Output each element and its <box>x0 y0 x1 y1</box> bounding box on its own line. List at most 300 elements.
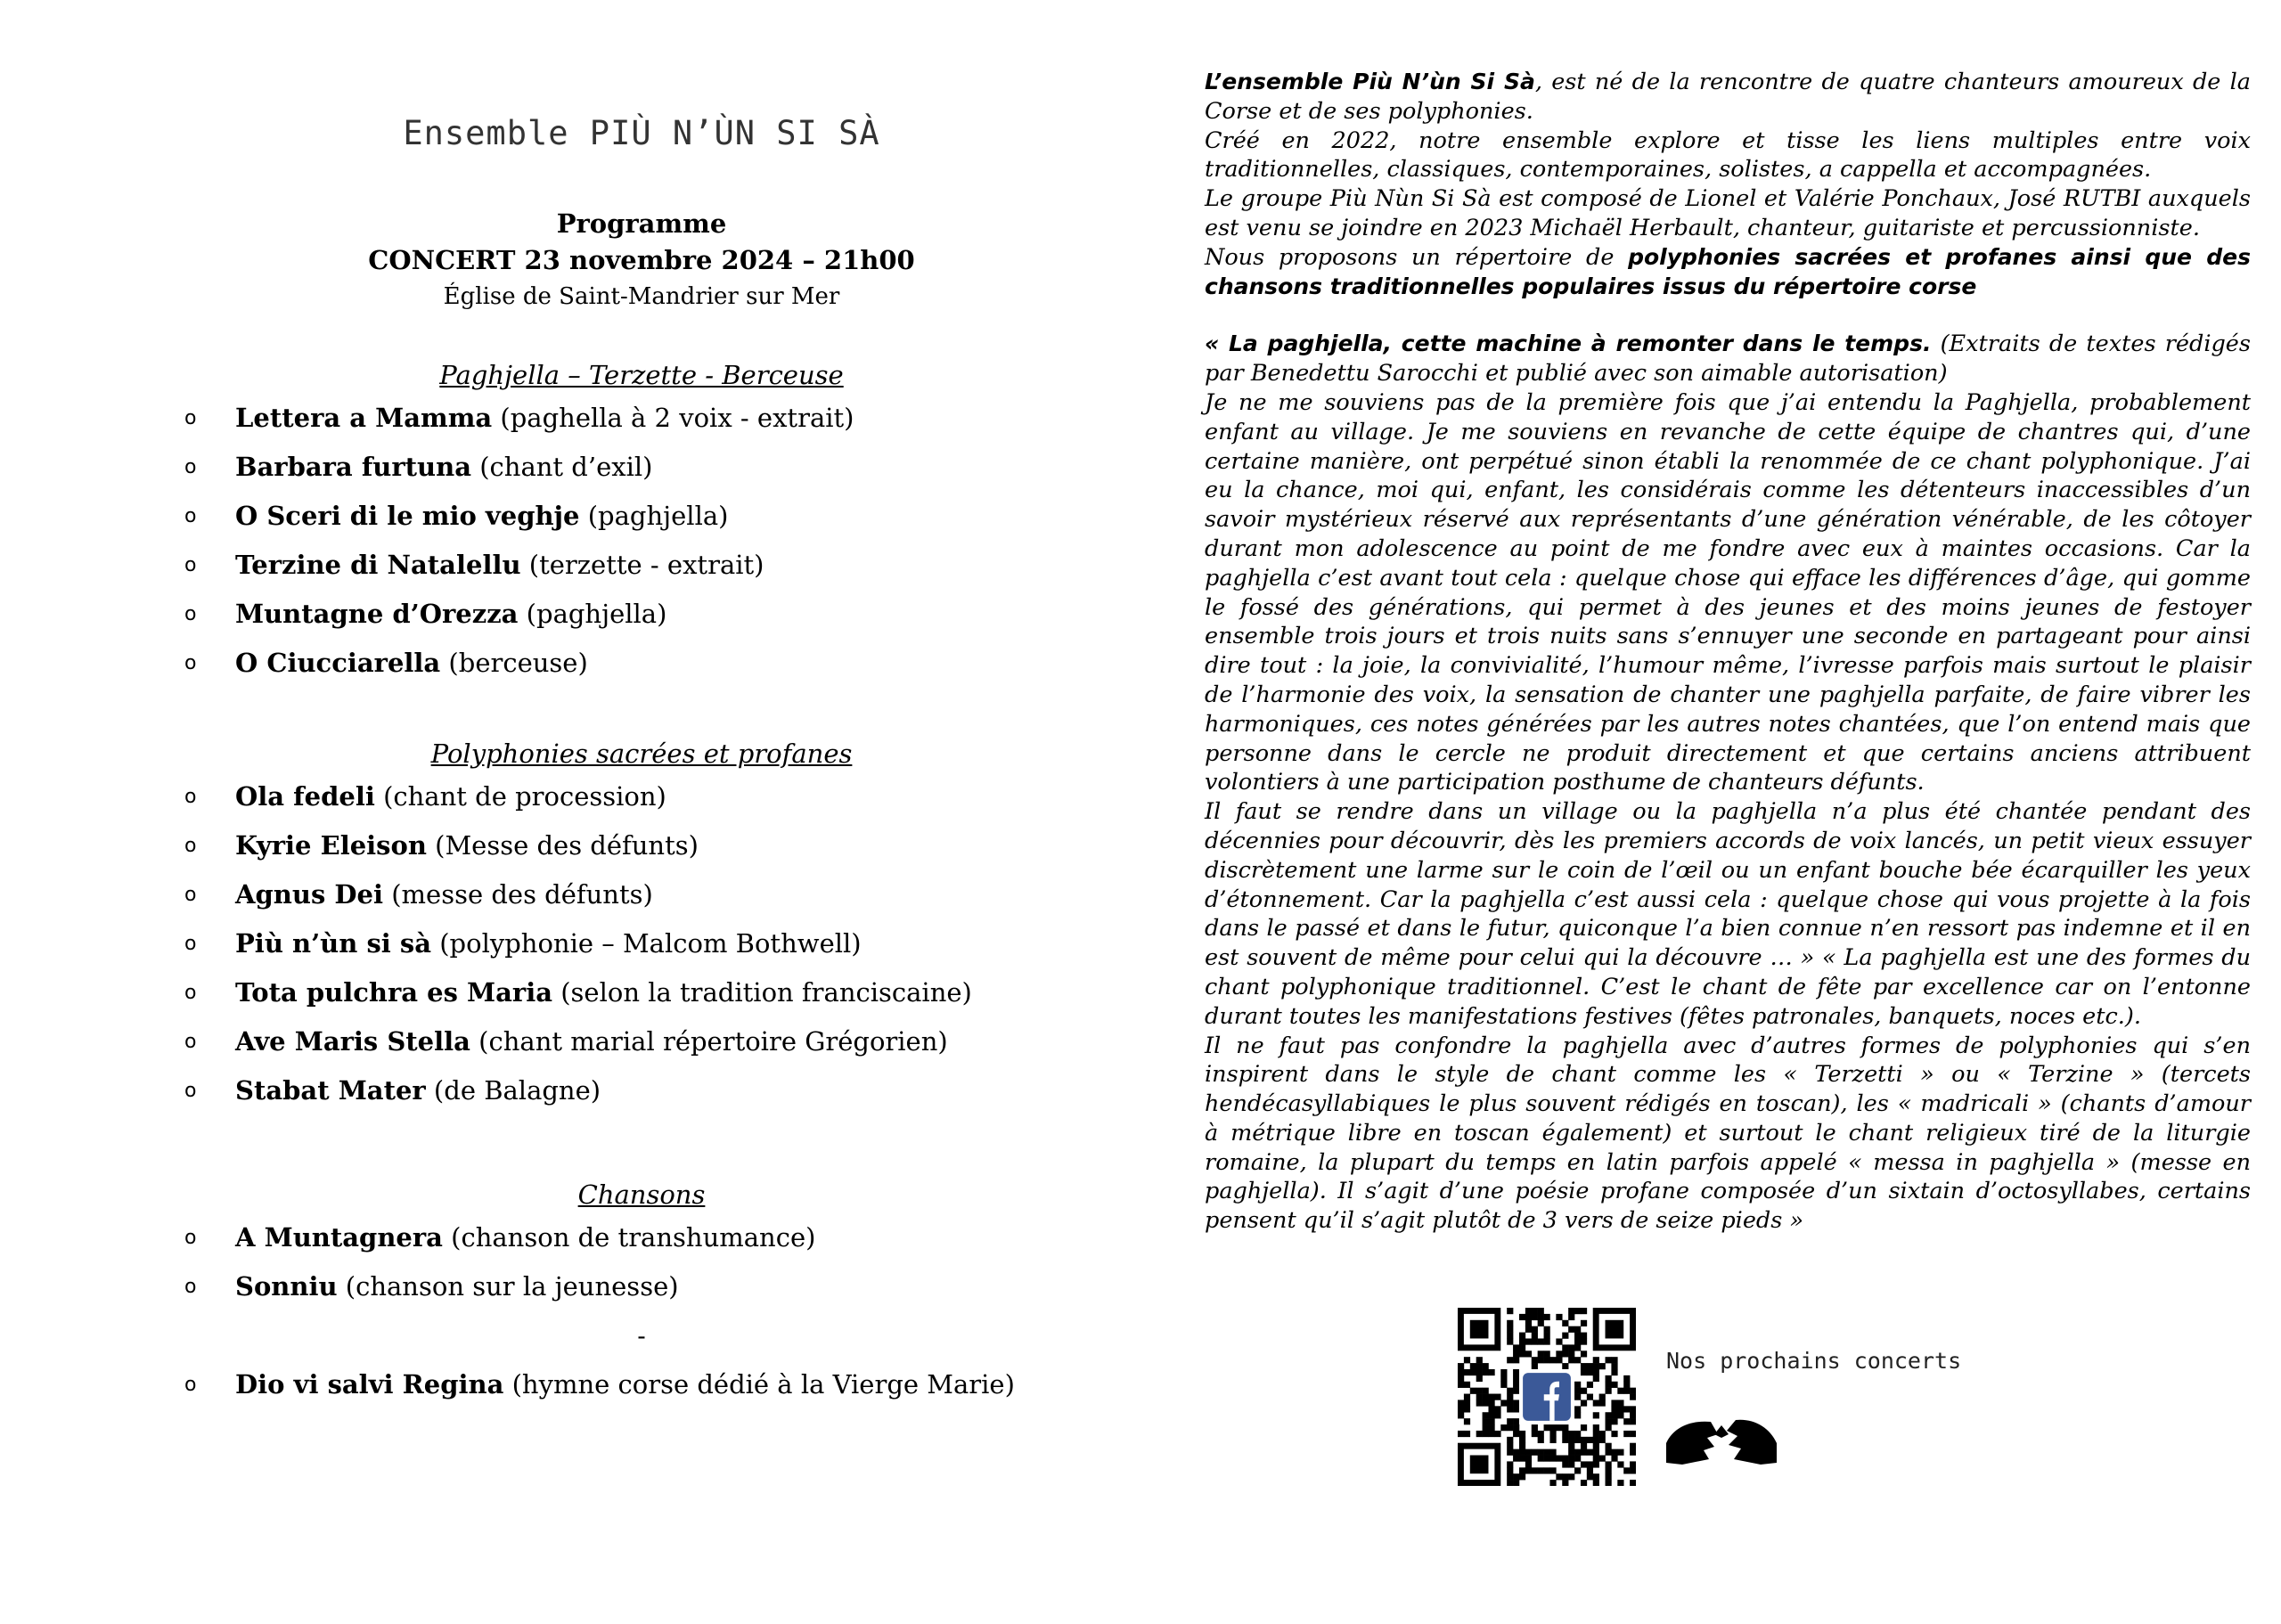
song-note: (polyphonie – Malcom Bothwell) <box>431 928 862 959</box>
qr-module <box>1562 1473 1568 1480</box>
qr-module <box>1519 1314 1525 1320</box>
qr-module <box>1574 1333 1581 1339</box>
qr-module <box>1581 1338 1587 1344</box>
qr-module <box>1544 1424 1550 1431</box>
qr-module <box>1562 1344 1568 1351</box>
qr-module <box>1568 1357 1574 1363</box>
qr-module <box>1623 1431 1630 1437</box>
qr-module <box>1464 1369 1470 1375</box>
qr-module <box>1574 1406 1581 1412</box>
song-note: (paghella à 2 voix - extrait) <box>492 403 854 433</box>
qr-module <box>1599 1394 1606 1400</box>
qr-module <box>1544 1326 1550 1333</box>
qr-module <box>1562 1461 1568 1467</box>
qr-module <box>1581 1437 1587 1443</box>
qr-module <box>1470 1363 1476 1369</box>
ensemble-title: Ensemble PIÙ N’ÙN SI SÀ <box>403 114 880 152</box>
song-name: Barbara furtuna <box>235 452 472 482</box>
qr-module <box>1593 1363 1599 1369</box>
qr-module <box>1507 1461 1513 1467</box>
qr-module <box>1476 1394 1483 1400</box>
qr-finder-pattern <box>1593 1308 1636 1351</box>
song-name: A Muntagnera <box>235 1222 443 1253</box>
quote-source: (Extraits de textes rédigés par Benedettu Sarocchi et publié avec son aimable autorisation) <box>1205 331 2251 388</box>
qr-module <box>1458 1412 1464 1418</box>
qr-module <box>1470 1388 1476 1394</box>
qr-module <box>1593 1412 1599 1418</box>
section-title-paghjella: Paghjella – Terzette - Berceuse <box>439 360 844 390</box>
song-name: Dio vi salvi Regina <box>235 1369 504 1400</box>
repertoire-paragraph <box>1205 243 2251 302</box>
qr-module <box>1483 1431 1489 1437</box>
quote-heading <box>1205 330 2251 388</box>
qr-module <box>1562 1456 1568 1462</box>
qr-module <box>1538 1308 1544 1314</box>
qr-module <box>1519 1431 1525 1437</box>
qr-module <box>1464 1431 1470 1437</box>
qr-module <box>1599 1456 1606 1462</box>
song-name: Ave Maris Stella <box>235 1026 470 1057</box>
qr-module <box>1507 1473 1513 1480</box>
bullet-icon: o <box>184 786 197 808</box>
song-name: Ola fedeli <box>235 781 375 812</box>
qr-module <box>1476 1375 1483 1382</box>
qr-module <box>1593 1473 1599 1480</box>
qr-module <box>1623 1467 1630 1473</box>
qr-module <box>1574 1357 1581 1363</box>
list-item <box>169 639 1078 688</box>
qr-module <box>1488 1424 1494 1431</box>
qr-module <box>1544 1467 1550 1473</box>
list-item <box>169 1066 1078 1115</box>
qr-module <box>1630 1449 1636 1456</box>
list-item <box>169 590 1078 639</box>
programme-column <box>169 98 1078 1409</box>
qr-module <box>1464 1406 1470 1412</box>
qr-module <box>1507 1449 1513 1456</box>
qr-module <box>1476 1388 1483 1394</box>
qr-module <box>1513 1375 1519 1382</box>
song-note: (paghjella) <box>579 501 729 531</box>
bullet-icon: o <box>184 407 197 429</box>
qr-module <box>1630 1461 1636 1467</box>
qr-module <box>1476 1369 1483 1375</box>
qr-module <box>1483 1418 1489 1424</box>
qr-module <box>1507 1320 1513 1326</box>
qr-module <box>1507 1467 1513 1473</box>
qr-module <box>1574 1394 1581 1400</box>
qr-module <box>1488 1418 1494 1424</box>
qr-module <box>1568 1326 1574 1333</box>
qr-module <box>1519 1473 1525 1480</box>
qr-module <box>1513 1480 1519 1486</box>
song-note: (chant de procession) <box>374 781 666 812</box>
song-name: Più n’ùn si sà <box>235 928 432 959</box>
village-paragraph: Il faut se rendre dans un village ou la paghjella n’a plus été chantée pendant des décennies pour découvrir, dès les premiers accords de voix lancés, un petit vieux essuyer discrètement une larme sur le coin de l’œil ou un enfant bouche bée écarquiller les yeux d’étonnement. Car la paghjella c’est aussi cela : quelque chose qui vous projette à la fois dans le passé et dans le futur, quiconque l’a bien connue n’en ressort pas indemne et il en est souvent de même pour celui qui la découvre … » « La paghjella est une des formes du chant polyphonique traditionnel. C’est le chant de fête par excellence car on l’entonne durant toutes les manifestations festives (fêtes patronales, banquets, noces etc.). <box>1205 798 2251 1030</box>
song-note: (paghjella) <box>518 599 667 629</box>
qr-module <box>1587 1363 1593 1369</box>
qr-module <box>1562 1437 1568 1443</box>
qr-module <box>1611 1449 1617 1456</box>
quote-title: « La paghjella, cette machine à remonter dans le temps. <box>1205 331 1932 357</box>
qr-module <box>1507 1333 1513 1339</box>
qr-module <box>1623 1375 1630 1382</box>
qr-module <box>1476 1363 1483 1369</box>
song-note: (hymne corse dédié à la Vierge Marie) <box>503 1369 1015 1400</box>
song-list-closing <box>169 1360 1078 1409</box>
qr-module <box>1606 1418 1612 1424</box>
ensemble-name-bold: L’ensemble Più N’ùn Si Sà <box>1205 69 1535 94</box>
qr-module <box>1568 1461 1574 1467</box>
qr-module <box>1617 1406 1623 1412</box>
song-note: (chanson sur la jeunesse) <box>337 1271 679 1302</box>
qr-module <box>1617 1449 1623 1456</box>
qr-module <box>1507 1394 1513 1400</box>
qr-module <box>1488 1394 1494 1400</box>
qr-module <box>1464 1394 1470 1400</box>
qr-module <box>1464 1400 1470 1406</box>
qr-module <box>1507 1326 1513 1333</box>
qr-module <box>1617 1461 1623 1467</box>
qr-module <box>1587 1473 1593 1480</box>
qr-module <box>1574 1437 1581 1443</box>
qr-module <box>1568 1443 1574 1449</box>
qr-module <box>1587 1449 1593 1456</box>
qr-module <box>1538 1351 1544 1357</box>
qr-module <box>1525 1351 1532 1357</box>
qr-module <box>1538 1467 1544 1473</box>
qr-module <box>1599 1363 1606 1369</box>
qr-module <box>1538 1449 1544 1456</box>
song-note: (de Balagne) <box>425 1075 601 1106</box>
qr-module <box>1507 1424 1513 1431</box>
song-name: O Ciucciarella <box>235 648 441 678</box>
qr-module <box>1549 1424 1556 1431</box>
qr-module <box>1464 1382 1470 1388</box>
qr-module <box>1525 1326 1532 1333</box>
qr-module <box>1544 1314 1550 1320</box>
qr-module <box>1470 1369 1476 1375</box>
qr-module <box>1617 1412 1623 1418</box>
qr-module <box>1606 1467 1612 1473</box>
bullet-icon: o <box>184 884 197 906</box>
qr-module <box>1623 1418 1630 1424</box>
qr-module <box>1532 1308 1538 1314</box>
qr-module <box>1623 1388 1630 1394</box>
qr-module <box>1532 1431 1538 1437</box>
qr-module <box>1507 1437 1513 1443</box>
members-paragraph: Le groupe Più Nùn Si Sà est composé de Lionel et Valérie Ponchaux, José RUTBI auxquels est venu se joindre en 2023 Michaël Herbault, chanteur, guitariste et percussionniste. <box>1205 185 2251 241</box>
qr-module <box>1574 1388 1581 1394</box>
list-item <box>169 443 1078 492</box>
qr-module <box>1513 1418 1519 1424</box>
song-name: O Sceri di le mio veghje <box>235 501 580 531</box>
qr-module <box>1525 1456 1532 1462</box>
qr-module <box>1500 1400 1507 1406</box>
song-name: Muntagne d’Orezza <box>235 599 519 629</box>
qr-module <box>1507 1443 1513 1449</box>
qr-module <box>1525 1314 1532 1320</box>
qr-module <box>1500 1424 1507 1431</box>
qr-module <box>1507 1308 1513 1314</box>
list-item <box>169 541 1078 590</box>
qr-module <box>1538 1357 1544 1363</box>
qr-module <box>1587 1382 1593 1388</box>
song-note: (chant marial répertoire Grégorien) <box>470 1026 948 1057</box>
qr-module <box>1519 1344 1525 1351</box>
list-item <box>169 492 1078 541</box>
song-list-chansons <box>169 1213 1078 1311</box>
qr-module <box>1630 1418 1636 1424</box>
bullet-icon: o <box>184 1374 197 1396</box>
qr-module <box>1562 1351 1568 1357</box>
next-concerts-label: Nos prochains concerts <box>1666 1348 1962 1374</box>
separator-dash: - <box>637 1321 646 1351</box>
qr-module <box>1617 1480 1623 1486</box>
qr-module <box>1630 1467 1636 1473</box>
bullet-icon: o <box>184 1031 197 1053</box>
qr-module <box>1606 1461 1612 1467</box>
qr-module <box>1525 1461 1532 1467</box>
qr-module <box>1581 1388 1587 1394</box>
qr-module <box>1483 1394 1489 1400</box>
qr-module <box>1500 1382 1507 1388</box>
list-item <box>169 1017 1078 1066</box>
qr-module <box>1611 1406 1617 1412</box>
pointing-hands-icon <box>1664 1408 1778 1470</box>
qr-module <box>1525 1338 1532 1344</box>
qr-finder-pattern <box>1458 1443 1500 1486</box>
qr-module <box>1593 1424 1599 1431</box>
qr-module <box>1606 1357 1612 1363</box>
qr-module <box>1549 1467 1556 1473</box>
qr-module <box>1587 1437 1593 1443</box>
qr-module <box>1593 1480 1599 1486</box>
qr-module <box>1581 1363 1587 1369</box>
qr-module <box>1630 1406 1636 1412</box>
song-name: Lettera a Mamma <box>235 403 493 433</box>
forms-paragraph: Il ne faut pas confondre la paghjella avec d’autres formes de polyphonies qui s’en inspirent dans le style de chant comme les « Terzetti » ou « Terzine » (tercets hendécasyllabiques le plus souvent rédigés en toscan), les « madricali » (chants d’amour à métrique libre en toscan également) et surtout le chant religieux tiré de la liturgie romaine, la plupart du temps en latin parfois appelé « messa in paghjella » (messe en paghjella). Il s’agit d’une poésie profane composée d’un sixtain d’octosyllabes, certains pensent qu’il s’agit plutôt de 3 vers de seize pieds » <box>1205 1032 2251 1235</box>
song-note: (terzette - extrait) <box>520 550 764 580</box>
qr-module <box>1587 1461 1593 1467</box>
qr-module <box>1630 1394 1636 1400</box>
qr-module <box>1611 1400 1617 1406</box>
presentation-column <box>1205 68 2251 1236</box>
qr-module <box>1606 1449 1612 1456</box>
section-title-polyphonies: Polyphonies sacrées et profanes <box>430 739 853 769</box>
qr-module <box>1513 1388 1519 1394</box>
qr-module <box>1593 1400 1599 1406</box>
qr-module <box>1574 1344 1581 1351</box>
list-item <box>169 394 1078 443</box>
qr-module <box>1593 1375 1599 1382</box>
qr-module <box>1630 1431 1636 1437</box>
intro-text: , est né de la rencontre de quatre chanteurs amoureux de la Corse et de ses polyphonies. <box>1205 69 2252 125</box>
qr-module <box>1606 1375 1612 1382</box>
qr-module <box>1568 1351 1574 1357</box>
bullet-icon: o <box>184 1227 197 1249</box>
qr-module <box>1606 1473 1612 1480</box>
song-note: (chant d’exil) <box>471 452 653 482</box>
qr-module <box>1587 1369 1593 1375</box>
qr-module <box>1568 1344 1574 1351</box>
qr-module <box>1556 1338 1562 1344</box>
qr-finder-pattern <box>1458 1308 1500 1351</box>
qr-module <box>1507 1357 1513 1363</box>
qr-module <box>1483 1369 1489 1375</box>
qr-module <box>1525 1308 1532 1314</box>
qr-module <box>1525 1449 1532 1456</box>
qr-module <box>1593 1357 1599 1363</box>
qr-code-icon[interactable] <box>1458 1308 1636 1486</box>
qr-module <box>1507 1400 1513 1406</box>
qr-module <box>1623 1406 1630 1412</box>
qr-module <box>1549 1449 1556 1456</box>
qr-module <box>1532 1449 1538 1456</box>
list-item <box>169 1213 1078 1262</box>
qr-module <box>1494 1394 1500 1400</box>
qr-module <box>1532 1424 1538 1431</box>
bullet-icon: o <box>184 505 197 527</box>
qr-module <box>1544 1357 1550 1363</box>
qr-module <box>1556 1473 1562 1480</box>
qr-module <box>1562 1363 1568 1369</box>
bullet-icon: o <box>184 1080 197 1102</box>
qr-module <box>1593 1461 1599 1467</box>
qr-module <box>1525 1467 1532 1473</box>
qr-module <box>1581 1351 1587 1357</box>
qr-module <box>1549 1480 1556 1486</box>
qr-module <box>1538 1320 1544 1326</box>
qr-module <box>1507 1418 1513 1424</box>
qr-module <box>1464 1357 1470 1363</box>
qr-module <box>1606 1382 1612 1388</box>
qr-module <box>1611 1456 1617 1462</box>
repertoire-text: Nous proposons un répertoire de <box>1205 243 1629 271</box>
list-item <box>169 1360 1078 1409</box>
qr-module <box>1513 1449 1519 1456</box>
qr-module <box>1611 1431 1617 1437</box>
song-name: Stabat Mater <box>235 1075 426 1106</box>
qr-module <box>1458 1400 1464 1406</box>
song-name: Sonniu <box>235 1271 338 1302</box>
qr-module <box>1488 1431 1494 1437</box>
qr-module <box>1587 1467 1593 1473</box>
qr-module <box>1606 1388 1612 1394</box>
qr-module <box>1581 1461 1587 1467</box>
qr-module <box>1611 1412 1617 1418</box>
qr-module <box>1568 1456 1574 1462</box>
qr-module <box>1476 1357 1483 1363</box>
qr-module <box>1581 1443 1587 1449</box>
song-note: (messe des défunts) <box>383 879 653 910</box>
qr-module <box>1611 1369 1617 1375</box>
qr-module <box>1538 1437 1544 1443</box>
qr-module <box>1483 1388 1489 1394</box>
qr-module <box>1611 1363 1617 1369</box>
qr-module <box>1488 1400 1494 1406</box>
qr-module <box>1606 1424 1612 1431</box>
bullet-icon: o <box>184 982 197 1004</box>
qr-module <box>1574 1431 1581 1437</box>
qr-module <box>1532 1338 1538 1344</box>
creation-paragraph: Créé en 2022, notre ensemble explore et tisse les liens multiples entre voix traditionnelles, classiques, contemporaines, solistes, a cappella et accompagnées. <box>1205 126 2251 184</box>
qr-module <box>1562 1431 1568 1437</box>
qr-module <box>1574 1449 1581 1456</box>
qr-module <box>1519 1333 1525 1339</box>
qr-module <box>1494 1431 1500 1437</box>
qr-module <box>1549 1431 1556 1437</box>
qr-module <box>1532 1357 1538 1363</box>
song-name: Terzine di Natalellu <box>235 550 521 580</box>
qr-module <box>1488 1369 1494 1375</box>
qr-module <box>1513 1344 1519 1351</box>
qr-module <box>1513 1357 1519 1363</box>
qr-module <box>1519 1338 1525 1344</box>
qr-module <box>1581 1333 1587 1339</box>
qr-module <box>1483 1412 1489 1418</box>
qr-module <box>1617 1388 1623 1394</box>
qr-module <box>1581 1449 1587 1456</box>
section-title-chansons: Chansons <box>577 1179 706 1210</box>
qr-module <box>1507 1338 1513 1344</box>
qr-module <box>1606 1443 1612 1449</box>
concert-venue: Église de Saint-Mandrier sur Mer <box>443 283 840 310</box>
qr-module <box>1556 1314 1562 1320</box>
qr-module <box>1581 1320 1587 1326</box>
song-name: Kyrie Eleison <box>235 830 427 861</box>
song-list-paghjella <box>169 394 1078 688</box>
qr-module <box>1513 1351 1519 1357</box>
song-name: Agnus Dei <box>235 879 383 910</box>
bullet-icon: o <box>184 652 197 674</box>
qr-module <box>1500 1375 1507 1382</box>
qr-module <box>1519 1437 1525 1443</box>
qr-module <box>1525 1320 1532 1326</box>
qr-module <box>1593 1443 1599 1449</box>
qr-module <box>1544 1456 1550 1462</box>
list-item <box>169 772 1078 821</box>
song-note: (selon la tradition franciscaine) <box>552 977 972 1008</box>
qr-module <box>1599 1400 1606 1406</box>
qr-module <box>1549 1357 1556 1363</box>
qr-module <box>1458 1375 1464 1382</box>
qr-module <box>1532 1326 1538 1333</box>
qr-module <box>1630 1388 1636 1394</box>
qr-module <box>1568 1314 1574 1320</box>
qr-module <box>1494 1412 1500 1418</box>
list-item <box>169 1262 1078 1311</box>
qr-module <box>1556 1424 1562 1431</box>
qr-module <box>1593 1456 1599 1462</box>
memory-paragraph: Je ne me souviens pas de la première fois que j’ai entendu la Paghjella, probablement enfant au village. Je me souviens en revanche de cette équipe de chantres qui, d’une certaine manière, ont perpétué sinon établi la renommée de ce chant polyphonique. J’ai eu la chance, moi qui, enfant, les considérais comme les détenteurs inaccessibles d’un savoir mystérieux réservé aux représentants d’une génération vénérable, de les côtoyer durant mon adolescence au point de me fondre avec eux à maintes occasions. Car la paghjella c’est avant tout cela : quelque chose qui efface les différences d’âge, qui gomme le fossé des générations, qui permet à des jeunes et des moins jeunes de festoyer ensemble trois jours et trois nuits sans s’ennuyer une seconde en partageant pour ainsi dire tout : la joie, la convivialité, l’humour même, l’ivresse parfois mais surtout le plaisir de l’harmonie des voix, la sensation de chanter une paghjella parfaite, de faire vibrer les harmoniques, ces notes générées par les autres notes chantées, que l’on entend mais que personne dans le cercle ne produit directement et que certains anciens attribuent volontiers à une participation posthume de chanteurs défunts. <box>1205 388 2251 796</box>
qr-module <box>1581 1400 1587 1406</box>
qr-module <box>1488 1412 1494 1418</box>
qr-module <box>1611 1357 1617 1363</box>
qr-module <box>1630 1443 1636 1449</box>
concert-date: CONCERT 23 novembre 2024 – 21h00 <box>368 245 915 275</box>
qr-module <box>1532 1467 1538 1473</box>
qr-module <box>1556 1357 1562 1363</box>
qr-module <box>1544 1449 1550 1456</box>
qr-module <box>1630 1412 1636 1418</box>
bullet-icon: o <box>184 933 197 955</box>
qr-module <box>1617 1400 1623 1406</box>
qr-module <box>1513 1369 1519 1375</box>
bullet-icon: o <box>184 554 197 576</box>
qr-module <box>1494 1406 1500 1412</box>
qr-module <box>1513 1431 1519 1437</box>
